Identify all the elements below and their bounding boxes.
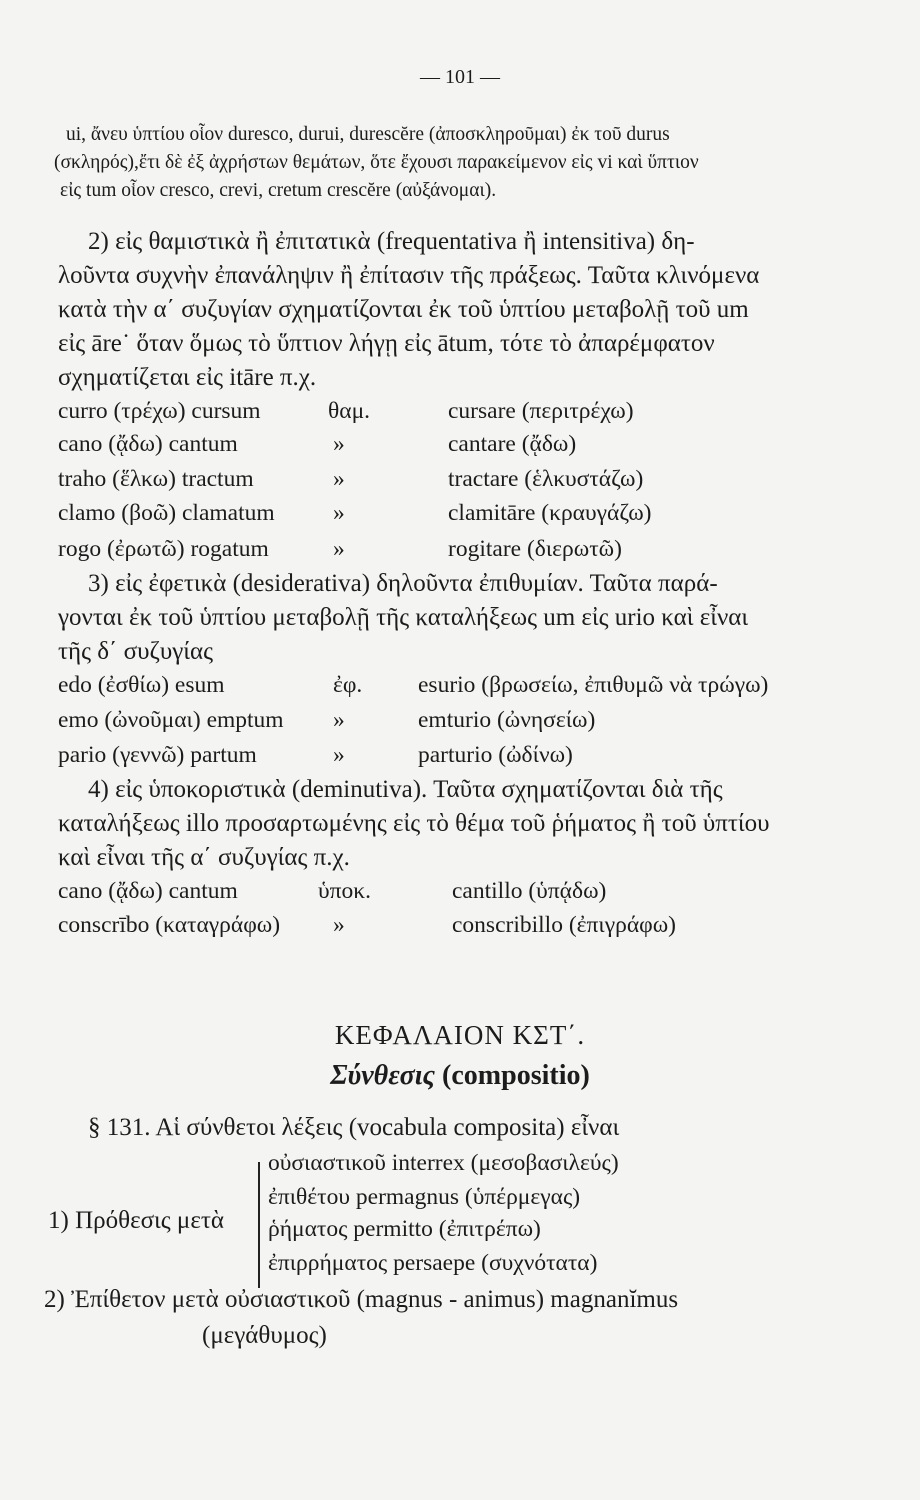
text-line: τῆς δ΄ συζυγίας (58, 638, 213, 665)
example-left: cano (ᾄδω) cantum (58, 878, 238, 904)
brace-line (258, 1162, 260, 1288)
chapter-title: ΚΕΦΑΛΑΙΟΝ ΚΣΤ΄. (334, 1020, 586, 1050)
example-left: rogo (ἐρωτῶ) rogatum (58, 536, 269, 562)
example-left: clamo (βοῶ) clamatum (58, 500, 275, 526)
example-right: esurio (βρωσείω, ἐπιθυμῶ νὰ τρώγω) (418, 672, 769, 698)
example-left: traho (ἕλκω) tractum (58, 466, 254, 492)
composition-item: ἐπιθέτου permagnus (ὑπέρμεγας) (268, 1184, 581, 1210)
example-left: pario (γεννῶ) partum (58, 742, 257, 768)
chapter-subtitle (0, 1060, 920, 1092)
example-right: cursare (περιτρέχω) (448, 398, 634, 424)
wavy-divider (395, 1003, 490, 1009)
example-mark: ὑποκ. (318, 878, 371, 904)
composition-item: ἐπιρρήματος persaepe (συχνότατα) (268, 1250, 598, 1276)
example-mark: θαμ. (328, 398, 371, 424)
example-right: tractare (ἑλκυστάζω) (448, 466, 644, 492)
example-right: parturio (ὠδίνω) (418, 742, 573, 768)
page-number: — 101 — (420, 66, 500, 88)
example-mark: » (333, 431, 345, 457)
example-left: edo (ἐσθίω) esum (58, 672, 225, 698)
example-left: emo (ὠνοῦμαι) emptum (58, 707, 284, 733)
composition-item: ῥήματος permitto (ἐπιτρέπω) (268, 1216, 541, 1242)
example-left: curro (τρέχω) cursum (58, 398, 261, 424)
example-mark: » (333, 707, 345, 733)
subtitle-greek: Σύνθεσις (330, 1060, 436, 1091)
text-line: εἰς āre˙ ὅταν ὅμως τὸ ὕπτιον λήγῃ εἰς ātum, τότε τὸ ἀπαρέμφατον (58, 330, 715, 357)
example-right: conscribillo (ἐπιγράφω) (452, 912, 676, 938)
text-line: (σκληρός),ἔτι δὲ ἐξ ἀχρήστων θεμάτων, ὅτε ἔχουσι παρακείμενον εἰς vi καὶ ὕπτιον (54, 152, 699, 173)
text-line: ui, ἄνευ ὑπτίου οἷον duresco, durui, durescĕre (ἀποσκληροῦμαι) ἐκ τοῦ durus (66, 124, 670, 145)
example-right: emturio (ὠνησείω) (418, 707, 596, 733)
text-line: εἰς tum οἷον cresco, crevi, cretum crescĕre (αὐξάνομαι). (60, 180, 497, 201)
example-mark: ἐφ. (333, 672, 363, 698)
section-heading: § 131. Αἱ σύνθετοι λέξεις (vocabula composita) εἶναι (88, 1114, 620, 1141)
text-line: κατὰ τὴν α΄ συζυγίαν σχηματίζονται ἐκ τοῦ ὑπτίου μεταβολῇ τοῦ um (58, 296, 749, 323)
composition-item: οὐσιαστικοῦ interrex (μεσοβασιλεύς) (268, 1150, 619, 1176)
text-line: 4) εἰς ὑποκοριστικὰ (deminutiva). Ταῦτα σχηματίζονται διὰ τῆς (88, 776, 723, 803)
text-line: (μεγάθυμος) (202, 1322, 327, 1349)
subtitle-latin: (compositio) (442, 1060, 590, 1091)
example-mark: » (333, 742, 345, 768)
text-line: γονται ἐκ τοῦ ὑπτίου μεταβολῇ τῆς καταλήξεως um εἰς urio καὶ εἶναι (58, 604, 749, 631)
text-line: καὶ εἶναι τῆς α΄ συζυγίας π.χ. (58, 844, 350, 871)
example-mark: » (333, 466, 345, 492)
text-line: λοῦντα συχνὴν ἐπανάληψιν ἢ ἐπίτασιν τῆς πράξεως. Ταῦτα κλινόμενα (58, 262, 760, 289)
text-line: σχηματίζεται εἰς itāre π.χ. (58, 364, 317, 391)
example-mark: » (333, 912, 345, 938)
example-right: cantare (ᾄδω) (448, 431, 577, 457)
example-mark: » (333, 536, 345, 562)
example-left: cano (ᾄδω) cantum (58, 431, 238, 457)
text-line: καταλήξεως illo προσαρτωμένης εἰς τὸ θέμα τοῦ ῥήματος ἢ τοῦ ὑπτίου (58, 810, 770, 837)
example-right: clamitāre (κραυγάζω) (448, 500, 652, 526)
example-right: rogitare (διερωτῶ) (448, 536, 622, 562)
text-line: 3) εἰς ἐφετικὰ (desiderativa) δηλοῦντα ἐπιθυμίαν. Ταῦτα παρά- (88, 570, 718, 597)
text-line: 2) εἰς θαμιστικὰ ἢ ἐπιτατικὰ (frequentativa ἢ intensitiva) δη- (88, 228, 695, 255)
text-line: 2) Ἐπίθετον μετὰ οὐσιαστικοῦ (magnus - animus) magnanĭmus (44, 1286, 679, 1313)
example-right: cantillo (ὑπᾴδω) (452, 878, 607, 904)
composition-label: 1) Πρόθεσις μετὰ (48, 1207, 224, 1234)
example-mark: » (333, 500, 345, 526)
example-left: conscrībo (καταγράφω) (58, 912, 281, 938)
